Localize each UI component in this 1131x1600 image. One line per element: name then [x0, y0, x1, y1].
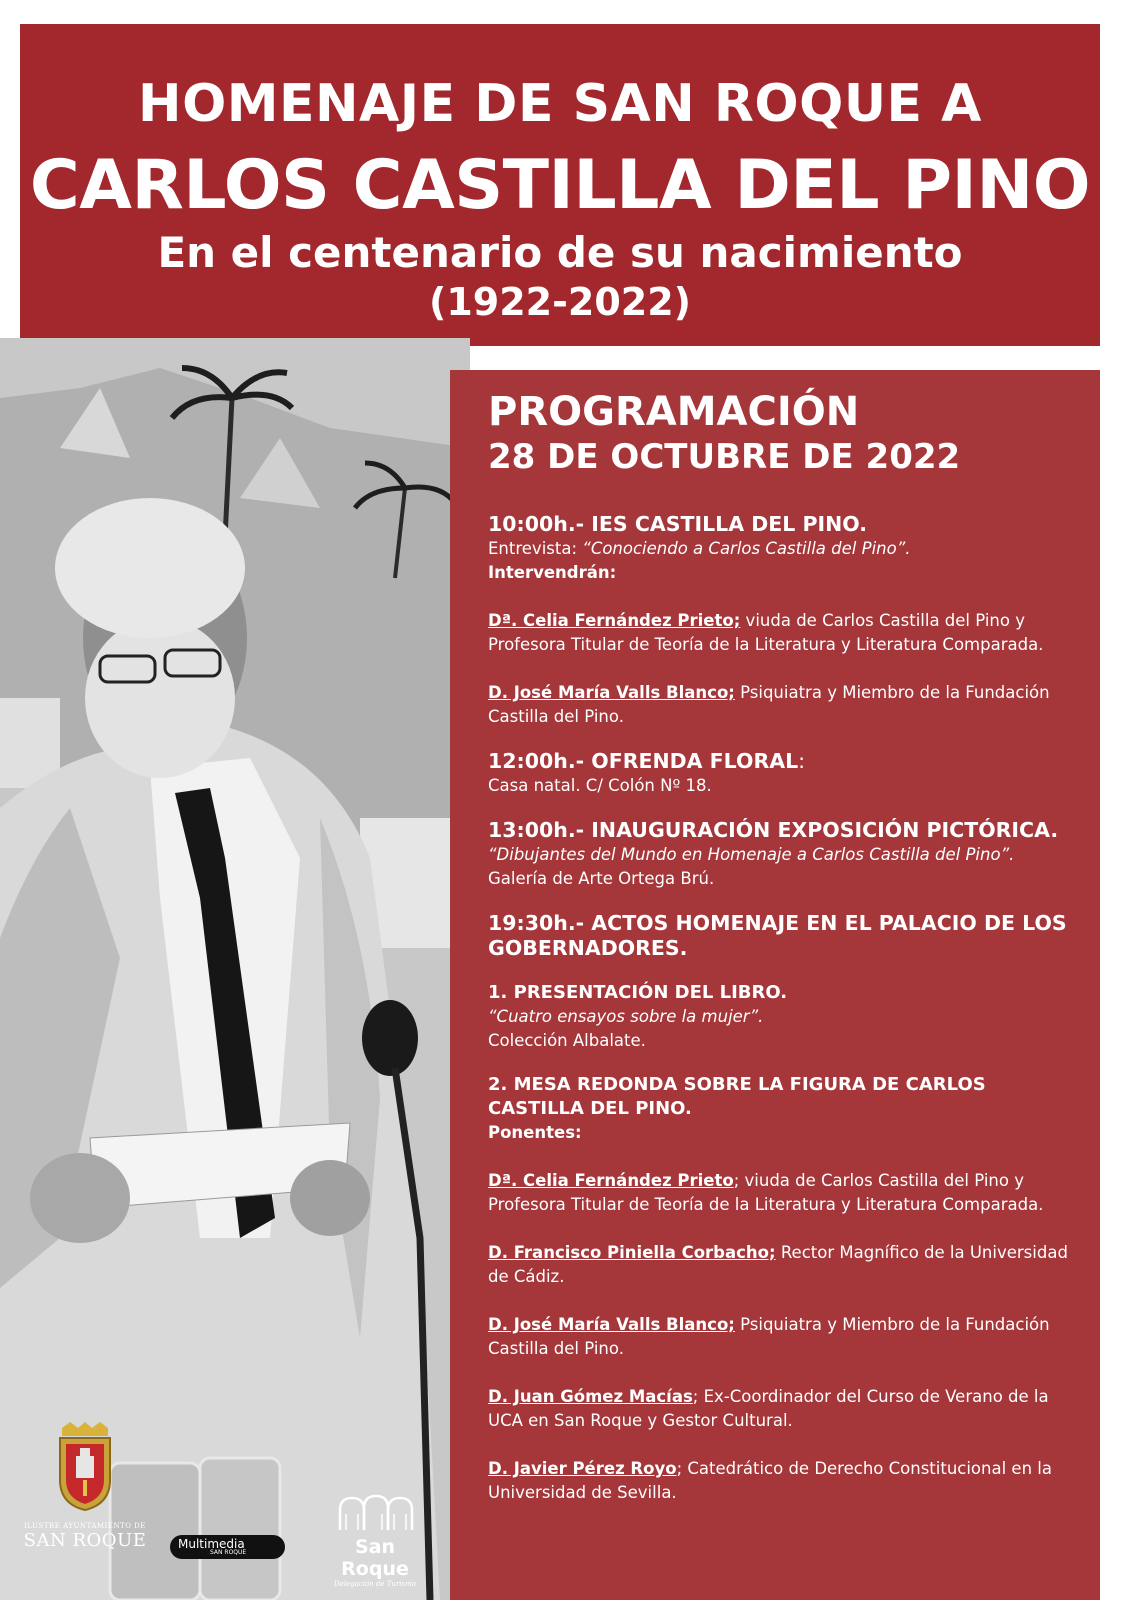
speaker-name: Dª. Celia Fernández Prieto [488, 1171, 734, 1190]
event-3-place: Galería de Arte Ortega Brú. [488, 869, 715, 888]
ayuntamiento-logo [20, 1420, 150, 1551]
event-2-place: Casa natal. C/ Colón Nº 18. [488, 776, 712, 795]
speaker-description: viuda de Carlos Castilla del Pino y Profesora Titular de Teoría de la Literatura y Literatura Comparada. [488, 611, 1044, 654]
event-4-speaker-2 [488, 1241, 1086, 1289]
turismo-sub: Delegación de Turismo [334, 1580, 416, 1588]
event-4-speakers-label: Ponentes: [488, 1123, 582, 1142]
event-1-heading: 10:00h.- IES CASTILLA DEL PINO. [488, 512, 868, 536]
header-line-2: CARLOS CASTILLA DEL PINO [29, 146, 1091, 225]
event-1-interview-label: Entrevista: [488, 539, 583, 558]
program-panel [450, 370, 1100, 1600]
event-4-book-title: “Cuatro ensayos sobre la mujer”. [488, 1007, 764, 1026]
speaker-description: Psiquiatra y Miembro de la Fundación Castilla del Pino. [488, 1315, 1050, 1358]
event-2-heading [488, 749, 1086, 774]
event-4-speaker-4 [488, 1385, 1086, 1433]
speaker-description: ; Catedrático de Derecho Constitucional en la Universidad de Sevilla. [488, 1459, 1052, 1502]
multimedia-sub: SAN ROQUE [210, 1549, 247, 1556]
event-1-speaker-2 [488, 681, 1086, 729]
event-4-speaker-3 [488, 1313, 1086, 1361]
event-4-part-2-heading: 2. MESA REDONDA SOBRE LA FIGURA DE CARLOS CASTILLA DEL PINO. [488, 1074, 986, 1119]
program-title: PROGRAMACIÓN [488, 389, 860, 435]
header-line-1: HOMENAJE DE SAN ROQUE A [138, 74, 982, 134]
event-2-heading-colon: : [798, 749, 806, 773]
speaker-description: ; viuda de Carlos Castilla del Pino y Profesora Titular de Teoría de la Literatura y Literatura Comparada. [488, 1171, 1044, 1214]
speaker-name: D. José María Valls Blanco; [488, 1315, 735, 1334]
speaker-description: Rector Magnífico de la Universidad de Cádiz. [488, 1243, 1068, 1286]
event-2-heading-text: 12:00h.- OFRENDA FLORAL [488, 749, 799, 773]
header-line-4: (1922-2022) [428, 280, 692, 324]
portrait-illustration [0, 338, 470, 1600]
turismo-logo [320, 1492, 430, 1588]
arches-icon [336, 1492, 414, 1532]
event-3-title: “Dibujantes del Mundo en Homenaje a Carlos Castilla del Pino”. [488, 845, 1015, 864]
multimedia-logo [170, 1535, 285, 1559]
program-content [488, 388, 1086, 1505]
event-4-heading: 19:30h.- ACTOS HOMENAJE EN EL PALACIO DE LOS GOBERNADORES. [488, 911, 1067, 960]
event-4-collection: Colección Albalate. [488, 1031, 646, 1050]
event-4-speaker-5 [488, 1457, 1086, 1505]
speaker-name: D. José María Valls Blanco; [488, 683, 735, 702]
event-3-heading: 13:00h.- INAUGURACIÓN EXPOSICIÓN PICTÓRICA. [488, 818, 1059, 842]
event-4-speaker-1 [488, 1169, 1086, 1217]
event-4-part-1-heading: 1. PRESENTACIÓN DEL LIBRO. [488, 982, 788, 1003]
ayuntamiento-caption: ILUSTRE AYUNTAMIENTO DE [24, 1522, 146, 1530]
event-1-speaker-1 [488, 609, 1086, 657]
event-1-speakers-label: Intervendrán: [488, 563, 617, 582]
event-1-interview [488, 537, 1086, 561]
speaker-name: D. Juan Gómez Macías [488, 1387, 693, 1406]
speaker-name: D. Francisco Piniella Corbacho; [488, 1243, 776, 1262]
header-line-3: En el centenario de su nacimiento [157, 228, 963, 277]
multimedia-label: Multimedia [178, 1537, 245, 1551]
header-banner [20, 24, 1100, 346]
program-date: 28 DE OCTUBRE DE 2022 [488, 437, 961, 477]
speaker-name: D. Javier Pérez Royo [488, 1459, 677, 1478]
speaker-description: ; Ex-Coordinador del Curso de Verano de la UCA en San Roque y Gestor Cultural. [488, 1387, 1049, 1430]
turismo-name: San Roque [341, 1536, 409, 1580]
event-1-interview-title: “Conociendo a Carlos Castilla del Pino”. [582, 539, 911, 558]
speaker-description: Psiquiatra y Miembro de la Fundación Castilla del Pino. [488, 683, 1050, 726]
coat-of-arms-icon [54, 1420, 116, 1512]
speaker-name: Dª. Celia Fernández Prieto; [488, 611, 741, 630]
portrait-photo [0, 338, 470, 1600]
ayuntamiento-name: SAN ROQUE [23, 1530, 147, 1551]
